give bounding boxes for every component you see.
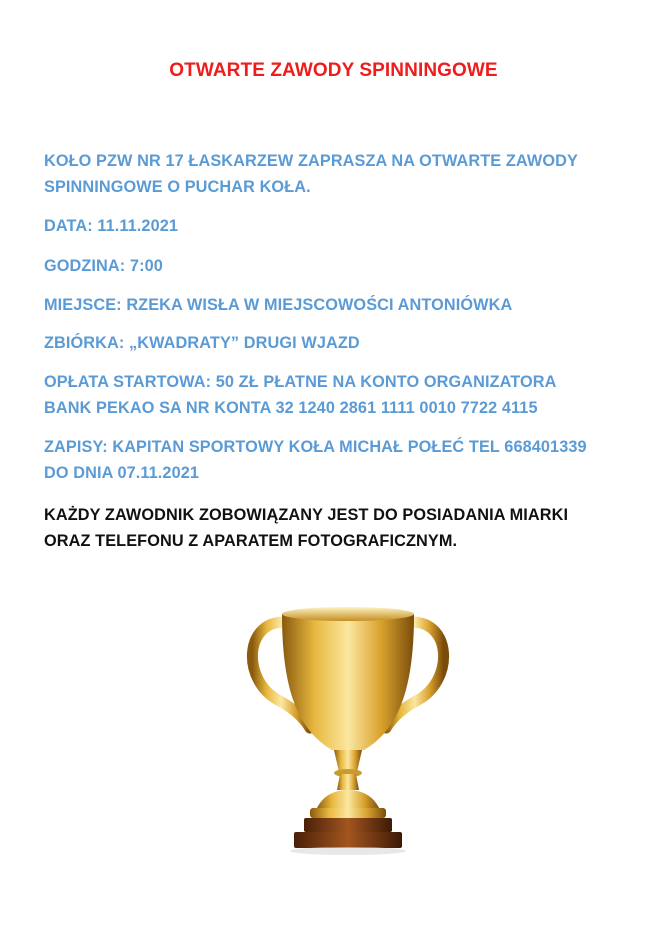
- fee-paragraph: [44, 369, 644, 421]
- page-title: OTWARTE ZAWODY SPINNINGOWE: [169, 60, 498, 81]
- time-line: [44, 253, 644, 279]
- place-text: MIEJSCE: RZEKA WISŁA W MIEJSCOWOŚCI ANTONIÓWKA: [44, 296, 513, 314]
- notice-paragraph: [44, 502, 644, 554]
- fee-line-2: BANK PEKAO SA NR KONTA 32 1240 2861 1111 0010 7722 4115: [44, 399, 538, 417]
- intro-line-2: SPINNINGOWE O PUCHAR KOŁA.: [44, 178, 311, 196]
- intro-line-1: KOŁO PZW NR 17 ŁASKARZEW ZAPRASZA NA OTWARTE ZAWODY: [44, 152, 578, 170]
- place-line: [44, 292, 644, 318]
- registration-paragraph: [44, 434, 644, 486]
- intro-paragraph: [44, 148, 644, 200]
- registration-line-2: DO DNIA 07.11.2021: [44, 464, 200, 482]
- date-text: DATA: 11.11.2021: [44, 217, 179, 235]
- notice-line-1: KAŻDY ZAWODNIK ZOBOWIĄZANY JEST DO POSIADANIA MIARKI: [44, 506, 569, 524]
- trophy-icon: [238, 600, 458, 860]
- registration-line-1: ZAPISY: KAPITAN SPORTOWY KOŁA MICHAŁ POŁEĆ TEL 668401339: [44, 438, 587, 456]
- meeting-line: [44, 330, 644, 356]
- fee-line-1: OPŁATA STARTOWA: 50 ZŁ PŁATNE NA KONTO ORGANIZATORA: [44, 373, 557, 391]
- time-text: GODZINA: 7:00: [44, 257, 163, 275]
- notice-line-2: ORAZ TELEFONU Z APARATEM FOTOGRAFICZNYM.: [44, 532, 458, 550]
- date-line: [44, 213, 644, 239]
- meeting-text: ZBIÓRKA: „KWADRATY” DRUGI WJAZD: [44, 334, 360, 352]
